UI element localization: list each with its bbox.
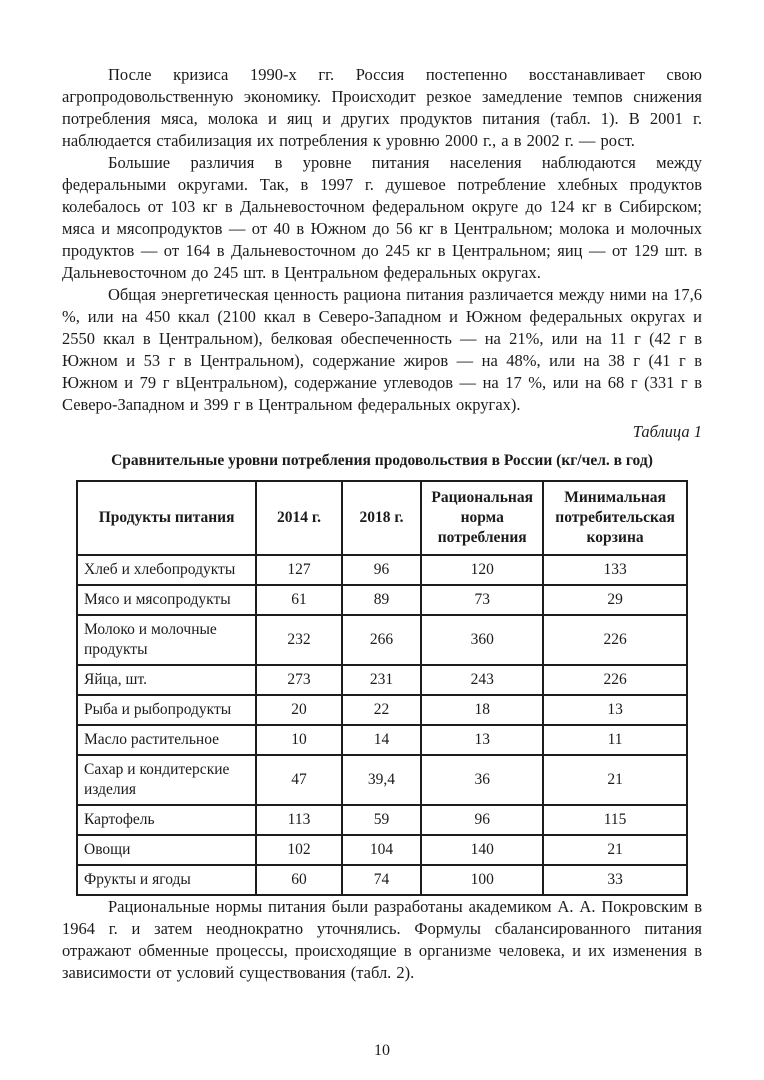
product-cell: Сахар и кондитерские изделия [77, 755, 256, 805]
table-row [77, 835, 687, 865]
table-body [77, 555, 687, 895]
value-basket-cell: 115 [543, 805, 687, 835]
table-row [77, 585, 687, 615]
value-2014-cell: 232 [256, 615, 341, 665]
value-norm-cell: 13 [421, 725, 543, 755]
value-basket-cell: 226 [543, 615, 687, 665]
value-norm-cell: 100 [421, 865, 543, 895]
value-norm-cell: 18 [421, 695, 543, 725]
table-header [77, 481, 687, 555]
product-cell: Овощи [77, 835, 256, 865]
value-2018-cell: 266 [342, 615, 422, 665]
value-2014-cell: 102 [256, 835, 341, 865]
product-cell: Яйца, шт. [77, 665, 256, 695]
value-2014-cell: 61 [256, 585, 341, 615]
value-2014-cell: 47 [256, 755, 341, 805]
value-norm-cell: 73 [421, 585, 543, 615]
value-basket-cell: 21 [543, 835, 687, 865]
value-2018-cell: 59 [342, 805, 422, 835]
value-2014-cell: 10 [256, 725, 341, 755]
value-norm-cell: 96 [421, 805, 543, 835]
header-products: Продукты питания [77, 481, 256, 555]
value-2018-cell: 89 [342, 585, 422, 615]
value-basket-cell: 29 [543, 585, 687, 615]
header-rational-norm: Рациональная норма потребления [421, 481, 543, 555]
value-norm-cell: 243 [421, 665, 543, 695]
paragraph: Большие различия в уровне питания населения наблюдаются между федеральными округами. Так, в 1997 г. душевое потребление хлебных продуктов колебалось от 103 кг в Дальневосточном федеральном округе до 124 кг в Сибирском; мяса и мясопродуктов — от 40 в Южном до 56 кг в Центральном; молока и молочных продуктов — от 164 в Дальневосточном до 245 кг в Центральном; яиц — от 129 шт. в Дальневосточном до 245 шт. в Центральном федеральных округах. [62, 153, 702, 282]
table-title: Сравнительные уровни потребления продовольствия в России (кг/чел. в год) [111, 452, 653, 469]
table-row [77, 805, 687, 835]
value-2018-cell: 22 [342, 695, 422, 725]
table-row [77, 725, 687, 755]
table-row [77, 555, 687, 585]
table-row [77, 865, 687, 895]
value-2014-cell: 127 [256, 555, 341, 585]
value-2018-cell: 14 [342, 725, 422, 755]
value-2014-cell: 113 [256, 805, 341, 835]
value-basket-cell: 11 [543, 725, 687, 755]
product-cell: Картофель [77, 805, 256, 835]
table-header-row [77, 481, 687, 555]
value-2018-cell: 39,4 [342, 755, 422, 805]
value-2014-cell: 20 [256, 695, 341, 725]
value-basket-cell: 226 [543, 665, 687, 695]
table-row [77, 695, 687, 725]
table-caption-label: Таблица 1 [632, 422, 702, 441]
value-basket-cell: 133 [543, 555, 687, 585]
paragraph: После кризиса 1990-х гг. Россия постепенно восстанавливает свою агропродовольственную экономику. Происходит резкое замедление темпов снижения потребления мяса, молока и яиц и других продуктов питания (табл. 1). В 2001 г. наблюдается стабилизация их потребления к уровню 2000 г., а в 2002 г. — рост. [62, 65, 702, 150]
value-norm-cell: 36 [421, 755, 543, 805]
value-norm-cell: 360 [421, 615, 543, 665]
value-2018-cell: 104 [342, 835, 422, 865]
consumption-table [76, 480, 688, 896]
paragraph: Общая энергетическая ценность рациона питания различается между ними на 17,6 %, или на 450 ккал (2100 ккал в Северо-Западном и Южном федеральных округах и 2550 ккал в Центральном), белковая обеспеченность — на 21%, или на 11 г (42 г в Южном и 53 г в Центральном), содержание жиров — на 48%, или на 38 г (41 г в Южном и 79 г вЦентральном), содержание углеводов — на 17 %, или на 68 г (331 г в Северо-Западном и 399 г в Центральном федеральных округах). [62, 285, 702, 414]
product-cell: Фрукты и ягоды [77, 865, 256, 895]
value-2018-cell: 96 [342, 555, 422, 585]
value-basket-cell: 21 [543, 755, 687, 805]
product-cell: Молоко и молочные продукты [77, 615, 256, 665]
header-2018: 2018 г. [342, 481, 422, 555]
header-2014: 2014 г. [256, 481, 341, 555]
product-cell: Масло растительное [77, 725, 256, 755]
value-norm-cell: 140 [421, 835, 543, 865]
product-cell: Мясо и мясопродукты [77, 585, 256, 615]
value-basket-cell: 13 [543, 695, 687, 725]
value-2014-cell: 60 [256, 865, 341, 895]
value-norm-cell: 120 [421, 555, 543, 585]
page-number: 10 [374, 1042, 390, 1059]
value-2018-cell: 74 [342, 865, 422, 895]
value-2014-cell: 273 [256, 665, 341, 695]
header-minimal-basket: Минимальная потребительская корзина [543, 481, 687, 555]
value-2018-cell: 231 [342, 665, 422, 695]
table-row [77, 755, 687, 805]
value-basket-cell: 33 [543, 865, 687, 895]
paragraph: Рациональные нормы питания были разработаны академиком А. А. Покровским в 1964 г. и затем неоднократно уточнялись. Формулы сбалансированного питания отражают обменные процессы, происходящие в организме человека, и их изменения в зависимости от условий существования (табл. 2). [62, 897, 702, 982]
product-cell: Рыба и рыбопродукты [77, 695, 256, 725]
product-cell: Хлеб и хлебопродукты [77, 555, 256, 585]
table-row [77, 665, 687, 695]
table-row [77, 615, 687, 665]
